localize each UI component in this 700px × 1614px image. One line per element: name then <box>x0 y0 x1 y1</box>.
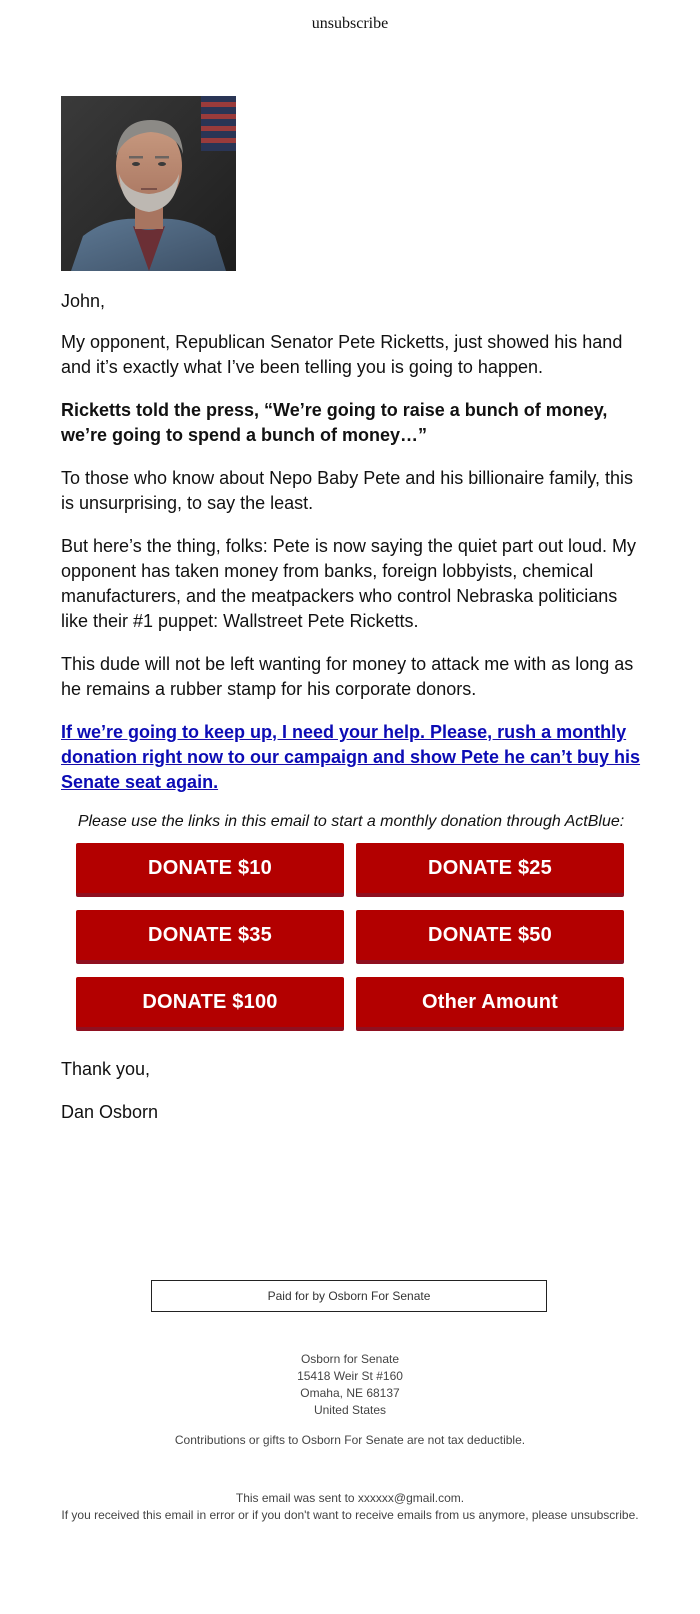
donate-100-button[interactable]: DONATE $100 <box>76 977 344 1031</box>
donate-other-amount-button[interactable]: Other Amount <box>356 977 624 1031</box>
paragraph-4: But here’s the thing, folks: Pete is now saying the quiet part out loud. My opponent has taken money from banks, foreign lobbyists, chemical manufacturers, and the meatpackers who control Nebraska politicians like their #1 puppet: Wallstreet Pete Ricketts. <box>61 536 636 631</box>
donate-25-button[interactable]: DONATE $25 <box>356 843 624 897</box>
recipient-info <box>0 1490 700 1524</box>
error-unsubscribe-note[interactable]: If you received this email in error or if you don't want to receive emails from us anymore, please unsubscribe. <box>61 1508 639 1522</box>
sent-to-text: This email was sent to xxxxxx@gmail.com. <box>235 1491 465 1505</box>
donate-50-button[interactable]: DONATE $50 <box>356 910 624 964</box>
actblue-note: Please use the links in this email to start a monthly donation through ActBlue: <box>77 813 625 830</box>
unsubscribe-link[interactable]: unsubscribe <box>311 15 389 32</box>
donate-35-button[interactable]: DONATE $35 <box>76 910 344 964</box>
address-street: 15418 Weir St #160 <box>297 1369 403 1383</box>
paragraph-3: To those who know about Nepo Baby Pete and his billionaire family, this is unsurprising, to say the least. <box>61 468 633 513</box>
address-city: Omaha, NE 68137 <box>300 1386 400 1400</box>
paid-for-text: Paid for by Osborn For Senate <box>267 1289 431 1303</box>
thanks-text: Thank you, <box>61 1059 151 1079</box>
donate-cta-link[interactable] <box>61 720 641 795</box>
address-country: United States <box>313 1403 387 1417</box>
donate-10-button[interactable]: DONATE $10 <box>76 843 344 897</box>
donate-cta-link-text: If we’re going to keep up, I need your help. Please, rush a monthly donation right now to our campaign and show Pete he can’t buy his Senate seat again. <box>61 722 641 792</box>
paid-for-disclaimer <box>151 1280 547 1312</box>
address-name: Osborn for Senate <box>300 1352 400 1366</box>
ricketts-quote: Ricketts told the press, “We’re going to raise a bunch of money, we’re going to spend a bunch of money…” <box>61 400 608 445</box>
mailing-address <box>0 1351 700 1419</box>
signature: Dan Osborn <box>61 1102 159 1122</box>
tax-note: Contributions or gifts to Osborn For Senate are not tax deductible. <box>174 1433 526 1447</box>
donate-button-grid <box>76 843 641 1031</box>
paragraph-5: This dude will not be left wanting for money to attack me with as long as he remains a rubber stamp for his corporate donors. <box>61 654 634 699</box>
candidate-portrait <box>61 96 236 271</box>
paragraph-1: My opponent, Republican Senator Pete Ricketts, just showed his hand and it’s exactly what I’ve been telling you is going to happen. <box>61 332 623 377</box>
email-body <box>61 96 641 1143</box>
greeting: John, <box>61 291 106 311</box>
